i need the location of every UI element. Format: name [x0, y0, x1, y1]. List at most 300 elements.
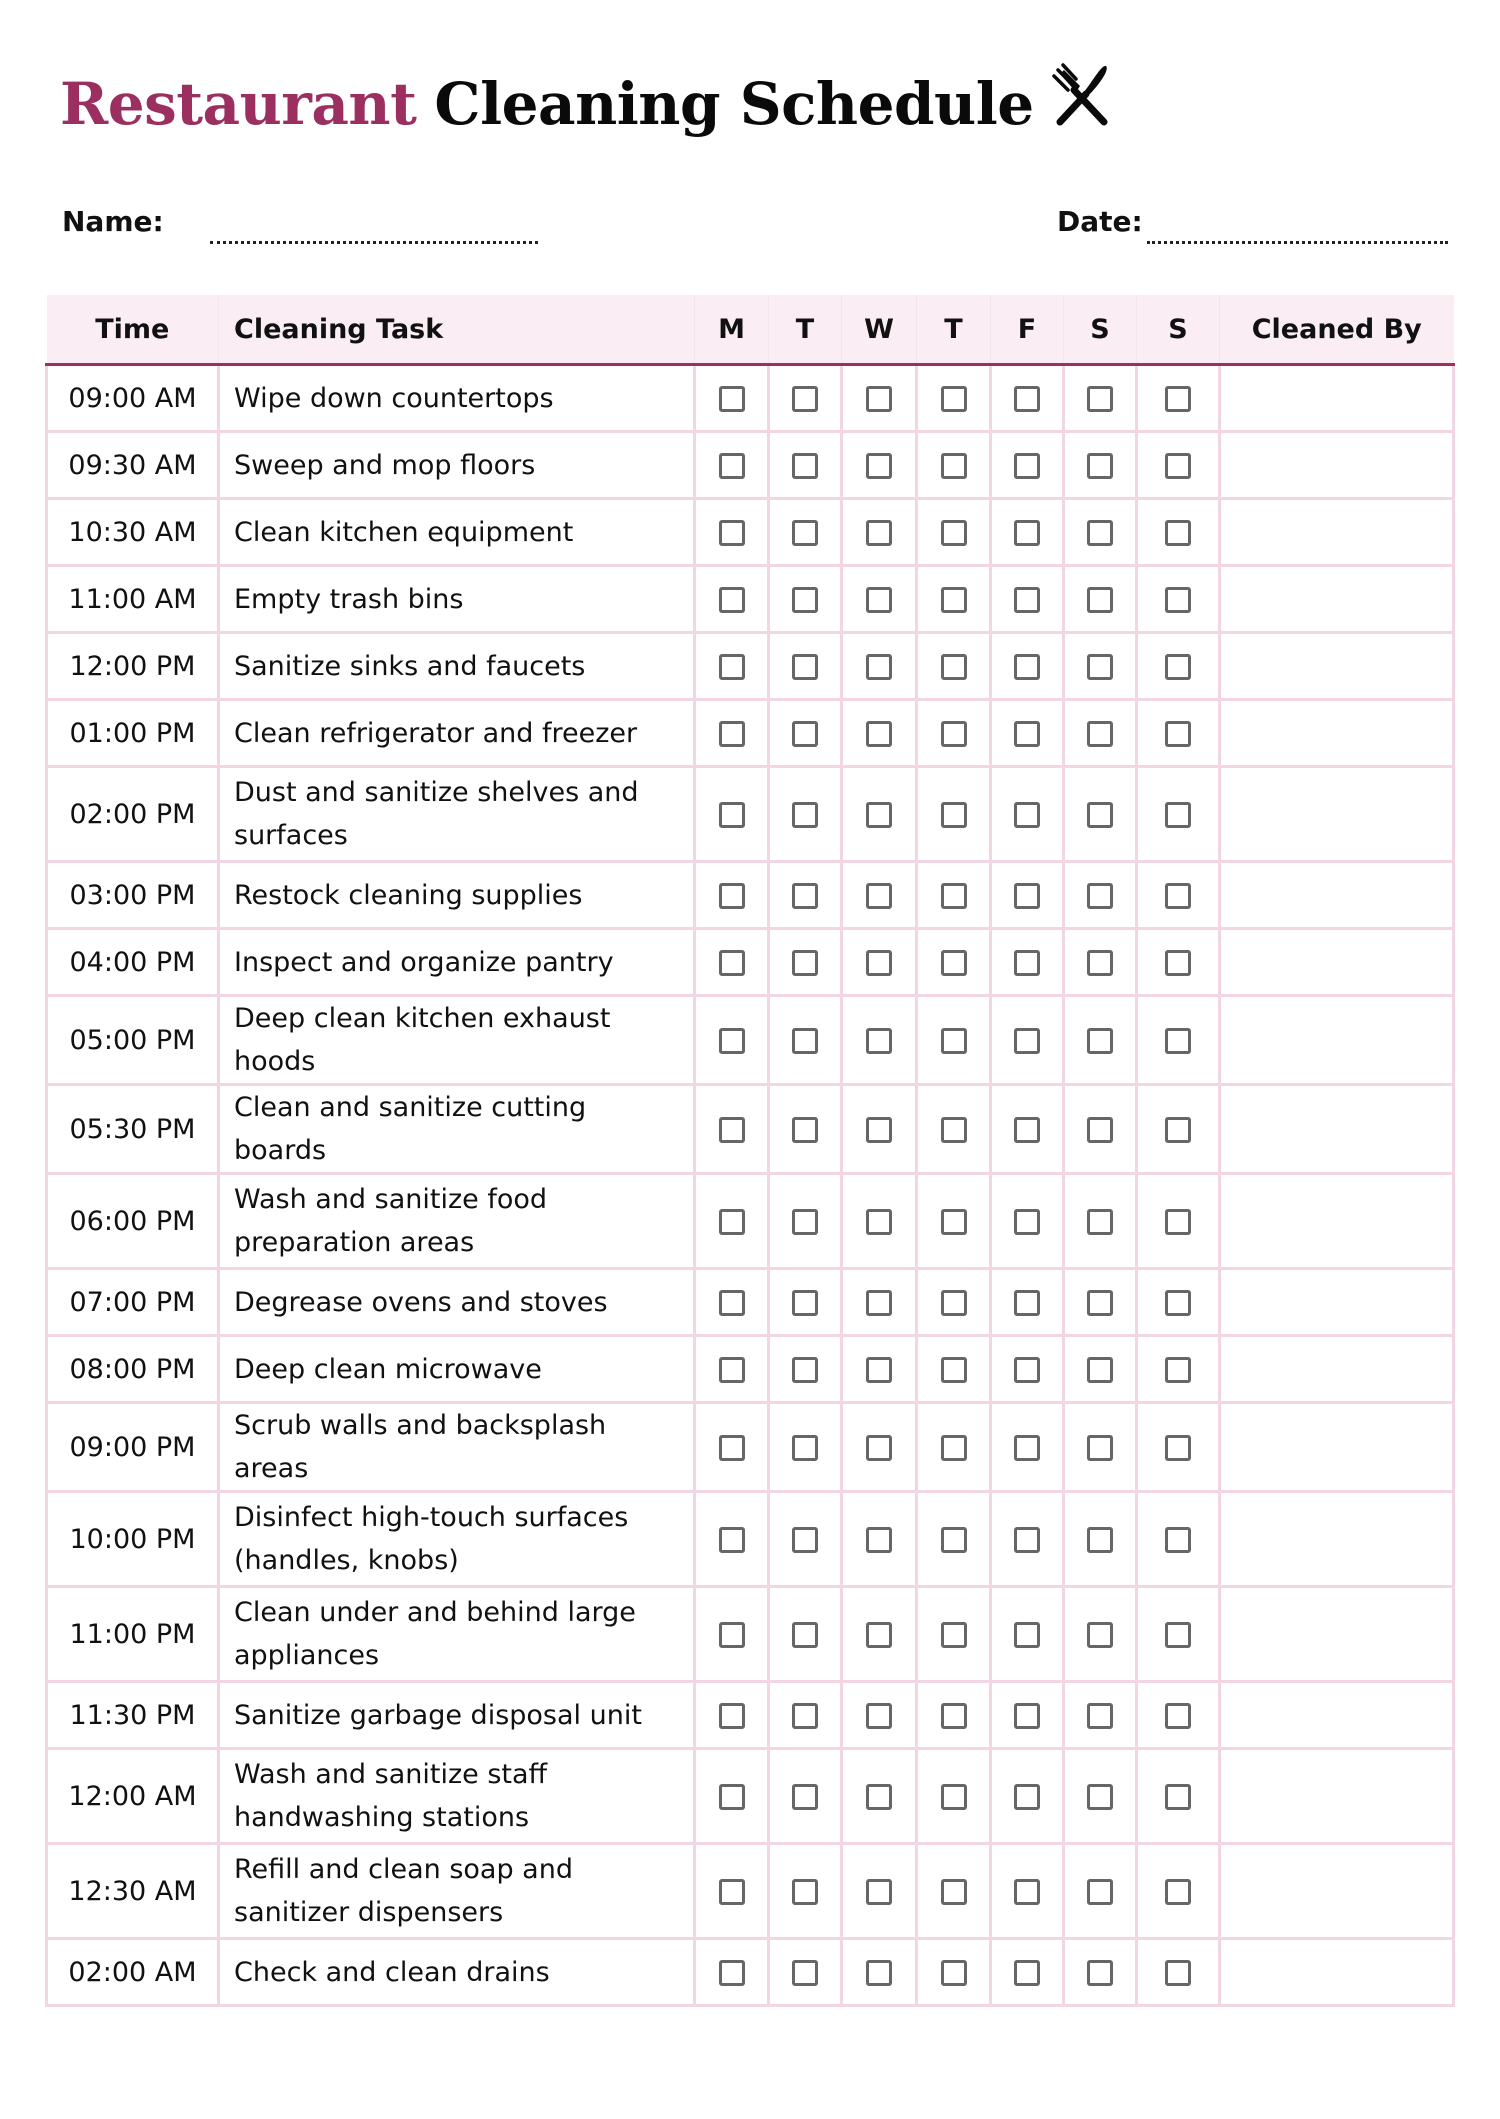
checkbox-tue[interactable]	[792, 1435, 818, 1461]
day-cell-thu	[917, 1682, 991, 1749]
table-row	[47, 499, 1454, 566]
checkbox-mon[interactable]	[719, 1784, 745, 1810]
day-cell-tue	[769, 700, 842, 767]
checkbox-sun[interactable]	[1165, 654, 1191, 680]
cleaned-by-field[interactable]	[1220, 432, 1454, 499]
checkbox-wed[interactable]	[866, 1960, 892, 1986]
checkbox-sun[interactable]	[1165, 1117, 1191, 1143]
checkbox-wed[interactable]	[866, 1357, 892, 1383]
checkbox-sat[interactable]	[1087, 386, 1113, 412]
row-time: 09:00 AM	[47, 365, 219, 432]
header-task: Cleaning Task	[219, 295, 695, 365]
day-cell-fri	[991, 365, 1064, 432]
day-cell-mon	[695, 1336, 769, 1403]
header-day-tue: T	[769, 295, 842, 365]
checkbox-fri[interactable]	[1014, 1527, 1040, 1553]
day-cell-mon	[695, 566, 769, 633]
day-cell-thu	[917, 1269, 991, 1336]
row-task: Deep clean kitchen exhaust hoods	[219, 996, 695, 1085]
checkbox-thu[interactable]	[941, 1357, 967, 1383]
checkbox-fri[interactable]	[1014, 721, 1040, 747]
day-cell-wed	[842, 700, 917, 767]
checkbox-sat[interactable]	[1087, 1117, 1113, 1143]
cleaned-by-field[interactable]	[1220, 1085, 1454, 1174]
checkbox-wed[interactable]	[866, 654, 892, 680]
checkbox-sun[interactable]	[1165, 1960, 1191, 1986]
checkbox-fri[interactable]	[1014, 1784, 1040, 1810]
title-rest: Cleaning Schedule	[434, 70, 1034, 138]
checkbox-mon[interactable]	[719, 802, 745, 828]
checkbox-mon[interactable]	[719, 1879, 745, 1905]
checkbox-wed[interactable]	[866, 1117, 892, 1143]
day-cell-sat	[1064, 996, 1137, 1085]
row-time: 05:30 PM	[47, 1085, 219, 1174]
checkbox-wed[interactable]	[866, 950, 892, 976]
table-row	[47, 700, 1454, 767]
day-cell-thu	[917, 1749, 991, 1844]
day-cell-mon	[695, 633, 769, 700]
row-task: Clean kitchen equipment	[219, 499, 695, 566]
day-cell-sat	[1064, 499, 1137, 566]
day-cell-mon	[695, 1682, 769, 1749]
header-day-wed: W	[842, 295, 917, 365]
checkbox-sun[interactable]	[1165, 587, 1191, 613]
day-cell-wed	[842, 1939, 917, 2006]
checkbox-tue[interactable]	[792, 1622, 818, 1648]
row-task: Dust and sanitize shelves and surfaces	[219, 767, 695, 862]
day-cell-wed	[842, 996, 917, 1085]
header-day-thu: T	[917, 295, 991, 365]
table-row	[47, 1749, 1454, 1844]
row-task: Restock cleaning supplies	[219, 862, 695, 929]
day-cell-tue	[769, 499, 842, 566]
day-cell-tue	[769, 1749, 842, 1844]
day-cell-sun	[1137, 1844, 1220, 1939]
checkbox-sun[interactable]	[1165, 386, 1191, 412]
day-cell-mon	[695, 1587, 769, 1682]
checkbox-wed[interactable]	[866, 1209, 892, 1235]
checkbox-fri[interactable]	[1014, 883, 1040, 909]
checkbox-tue[interactable]	[792, 883, 818, 909]
checkbox-tue[interactable]	[792, 1879, 818, 1905]
day-cell-thu	[917, 1587, 991, 1682]
cleaned-by-field[interactable]	[1220, 1749, 1454, 1844]
day-cell-fri	[991, 1492, 1064, 1587]
checkbox-fri[interactable]	[1014, 386, 1040, 412]
row-time: 01:00 PM	[47, 700, 219, 767]
day-cell-sat	[1064, 566, 1137, 633]
checkbox-tue[interactable]	[792, 654, 818, 680]
checkbox-sun[interactable]	[1165, 721, 1191, 747]
cleaned-by-field[interactable]	[1220, 1844, 1454, 1939]
checkbox-wed[interactable]	[866, 883, 892, 909]
day-cell-fri	[991, 862, 1064, 929]
day-cell-thu	[917, 929, 991, 996]
checkbox-tue[interactable]	[792, 1357, 818, 1383]
checkbox-thu[interactable]	[941, 1960, 967, 1986]
checkbox-mon[interactable]	[719, 386, 745, 412]
table-row	[47, 929, 1454, 996]
checkbox-sun[interactable]	[1165, 802, 1191, 828]
table-row	[47, 1174, 1454, 1269]
checkbox-thu[interactable]	[941, 654, 967, 680]
checkbox-wed[interactable]	[866, 1703, 892, 1729]
table-row	[47, 1492, 1454, 1587]
checkbox-sat[interactable]	[1087, 1028, 1113, 1054]
checkbox-sat[interactable]	[1087, 721, 1113, 747]
checkbox-mon[interactable]	[719, 1290, 745, 1316]
checkbox-thu[interactable]	[941, 1028, 967, 1054]
table-row	[47, 1269, 1454, 1336]
name-field[interactable]	[210, 241, 538, 244]
day-cell-tue	[769, 365, 842, 432]
checkbox-thu[interactable]	[941, 587, 967, 613]
table-row	[47, 1336, 1454, 1403]
checkbox-mon[interactable]	[719, 520, 745, 546]
day-cell-sat	[1064, 1682, 1137, 1749]
day-cell-mon	[695, 1174, 769, 1269]
day-cell-fri	[991, 1682, 1064, 1749]
checkbox-sat[interactable]	[1087, 1784, 1113, 1810]
row-time: 02:00 PM	[47, 767, 219, 862]
checkbox-sun[interactable]	[1165, 1527, 1191, 1553]
checkbox-mon[interactable]	[719, 950, 745, 976]
day-cell-sun	[1137, 1749, 1220, 1844]
checkbox-fri[interactable]	[1014, 1209, 1040, 1235]
day-cell-fri	[991, 1174, 1064, 1269]
checkbox-tue[interactable]	[792, 1209, 818, 1235]
checkbox-sat[interactable]	[1087, 1703, 1113, 1729]
cleaned-by-field[interactable]	[1220, 1174, 1454, 1269]
row-time: 12:00 AM	[47, 1749, 219, 1844]
checkbox-mon[interactable]	[719, 453, 745, 479]
day-cell-mon	[695, 432, 769, 499]
date-label: Date:	[1057, 205, 1143, 238]
fork-knife-icon	[1048, 62, 1114, 128]
checkbox-tue[interactable]	[792, 1290, 818, 1316]
cleaned-by-field[interactable]	[1220, 499, 1454, 566]
day-cell-fri	[991, 499, 1064, 566]
checkbox-sun[interactable]	[1165, 883, 1191, 909]
checkbox-thu[interactable]	[941, 1527, 967, 1553]
day-cell-sat	[1064, 1269, 1137, 1336]
cleaned-by-field[interactable]	[1220, 566, 1454, 633]
page-title	[60, 64, 1114, 144]
cleaned-by-field[interactable]	[1220, 1939, 1454, 2006]
checkbox-sat[interactable]	[1087, 802, 1113, 828]
checkbox-wed[interactable]	[866, 1784, 892, 1810]
checkbox-thu[interactable]	[941, 1290, 967, 1316]
day-cell-fri	[991, 1336, 1064, 1403]
day-cell-mon	[695, 996, 769, 1085]
checkbox-tue[interactable]	[792, 1028, 818, 1054]
checkbox-sun[interactable]	[1165, 1435, 1191, 1461]
day-cell-sat	[1064, 1174, 1137, 1269]
checkbox-mon[interactable]	[719, 883, 745, 909]
day-cell-sat	[1064, 1844, 1137, 1939]
day-cell-tue	[769, 1939, 842, 2006]
row-time: 11:00 AM	[47, 566, 219, 633]
day-cell-sun	[1137, 432, 1220, 499]
day-cell-fri	[991, 1749, 1064, 1844]
cleaned-by-field[interactable]	[1220, 365, 1454, 432]
day-cell-tue	[769, 1492, 842, 1587]
checkbox-sat[interactable]	[1087, 1960, 1113, 1986]
day-cell-sat	[1064, 633, 1137, 700]
checkbox-sat[interactable]	[1087, 1435, 1113, 1461]
cleaned-by-field[interactable]	[1220, 1682, 1454, 1749]
checkbox-sat[interactable]	[1087, 453, 1113, 479]
header-time: Time	[47, 295, 219, 365]
checkbox-wed[interactable]	[866, 520, 892, 546]
checkbox-sat[interactable]	[1087, 950, 1113, 976]
checkbox-mon[interactable]	[719, 1435, 745, 1461]
checkbox-fri[interactable]	[1014, 1879, 1040, 1905]
day-cell-mon	[695, 1939, 769, 2006]
checkbox-sun[interactable]	[1165, 1703, 1191, 1729]
day-cell-sun	[1137, 862, 1220, 929]
checkbox-sun[interactable]	[1165, 1028, 1191, 1054]
day-cell-mon	[695, 1492, 769, 1587]
checkbox-wed[interactable]	[866, 1028, 892, 1054]
day-cell-tue	[769, 1682, 842, 1749]
day-cell-tue	[769, 1844, 842, 1939]
day-cell-tue	[769, 633, 842, 700]
day-cell-wed	[842, 929, 917, 996]
checkbox-thu[interactable]	[941, 1784, 967, 1810]
checkbox-tue[interactable]	[792, 721, 818, 747]
header-day-sun: S	[1137, 295, 1220, 365]
checkbox-mon[interactable]	[719, 1117, 745, 1143]
checkbox-wed[interactable]	[866, 1622, 892, 1648]
header-day-sat: S	[1064, 295, 1137, 365]
day-cell-sun	[1137, 1085, 1220, 1174]
checkbox-fri[interactable]	[1014, 587, 1040, 613]
day-cell-sat	[1064, 700, 1137, 767]
checkbox-tue[interactable]	[792, 1527, 818, 1553]
table-row	[47, 365, 1454, 432]
cleaned-by-field[interactable]	[1220, 996, 1454, 1085]
row-time: 10:00 PM	[47, 1492, 219, 1587]
checkbox-mon[interactable]	[719, 721, 745, 747]
cleaned-by-field[interactable]	[1220, 862, 1454, 929]
row-time: 07:00 PM	[47, 1269, 219, 1336]
checkbox-fri[interactable]	[1014, 1960, 1040, 1986]
checkbox-fri[interactable]	[1014, 654, 1040, 680]
table-header-row	[47, 295, 1454, 365]
checkbox-fri[interactable]	[1014, 453, 1040, 479]
checkbox-thu[interactable]	[941, 386, 967, 412]
checkbox-wed[interactable]	[866, 453, 892, 479]
day-cell-wed	[842, 1749, 917, 1844]
day-cell-sun	[1137, 566, 1220, 633]
checkbox-fri[interactable]	[1014, 520, 1040, 546]
checkbox-tue[interactable]	[792, 386, 818, 412]
day-cell-thu	[917, 1085, 991, 1174]
checkbox-sat[interactable]	[1087, 1357, 1113, 1383]
checkbox-mon[interactable]	[719, 587, 745, 613]
checkbox-sun[interactable]	[1165, 1622, 1191, 1648]
checkbox-mon[interactable]	[719, 1209, 745, 1235]
checkbox-thu[interactable]	[941, 1703, 967, 1729]
cleaned-by-field[interactable]	[1220, 1492, 1454, 1587]
checkbox-wed[interactable]	[866, 1290, 892, 1316]
cleaning-schedule-table	[45, 295, 1455, 2007]
checkbox-thu[interactable]	[941, 1622, 967, 1648]
day-cell-sat	[1064, 1749, 1137, 1844]
day-cell-tue	[769, 1269, 842, 1336]
row-time: 04:00 PM	[47, 929, 219, 996]
cleaned-by-field[interactable]	[1220, 1587, 1454, 1682]
checkbox-tue[interactable]	[792, 1784, 818, 1810]
checkbox-wed[interactable]	[866, 802, 892, 828]
checkbox-fri[interactable]	[1014, 802, 1040, 828]
checkbox-fri[interactable]	[1014, 1028, 1040, 1054]
checkbox-tue[interactable]	[792, 1960, 818, 1986]
day-cell-sat	[1064, 767, 1137, 862]
day-cell-fri	[991, 432, 1064, 499]
cleaned-by-field[interactable]	[1220, 633, 1454, 700]
checkbox-sat[interactable]	[1087, 587, 1113, 613]
day-cell-sat	[1064, 1492, 1137, 1587]
checkbox-wed[interactable]	[866, 1879, 892, 1905]
checkbox-tue[interactable]	[792, 587, 818, 613]
checkbox-sat[interactable]	[1087, 1290, 1113, 1316]
day-cell-wed	[842, 1587, 917, 1682]
checkbox-sat[interactable]	[1087, 1527, 1113, 1553]
date-field[interactable]	[1147, 241, 1448, 244]
checkbox-sun[interactable]	[1165, 453, 1191, 479]
row-task: Scrub walls and backsplash areas	[219, 1403, 695, 1492]
day-cell-sun	[1137, 633, 1220, 700]
header-cleaned-by: Cleaned By	[1220, 295, 1454, 365]
table-row	[47, 1682, 1454, 1749]
checkbox-wed[interactable]	[866, 386, 892, 412]
day-cell-sat	[1064, 365, 1137, 432]
day-cell-sat	[1064, 1336, 1137, 1403]
checkbox-thu[interactable]	[941, 520, 967, 546]
day-cell-sun	[1137, 1269, 1220, 1336]
checkbox-wed[interactable]	[866, 587, 892, 613]
table-row	[47, 432, 1454, 499]
table-row	[47, 1403, 1454, 1492]
checkbox-thu[interactable]	[941, 721, 967, 747]
checkbox-sun[interactable]	[1165, 1784, 1191, 1810]
checkbox-sat[interactable]	[1087, 1622, 1113, 1648]
checkbox-wed[interactable]	[866, 1527, 892, 1553]
checkbox-thu[interactable]	[941, 1435, 967, 1461]
checkbox-tue[interactable]	[792, 802, 818, 828]
checkbox-thu[interactable]	[941, 883, 967, 909]
checkbox-mon[interactable]	[719, 1028, 745, 1054]
checkbox-sun[interactable]	[1165, 1357, 1191, 1383]
cleaned-by-field[interactable]	[1220, 700, 1454, 767]
checkbox-sat[interactable]	[1087, 883, 1113, 909]
checkbox-mon[interactable]	[719, 1622, 745, 1648]
checkbox-thu[interactable]	[941, 950, 967, 976]
checkbox-sun[interactable]	[1165, 520, 1191, 546]
day-cell-wed	[842, 1269, 917, 1336]
checkbox-sun[interactable]	[1165, 1209, 1191, 1235]
row-task: Degrease ovens and stoves	[219, 1269, 695, 1336]
checkbox-sun[interactable]	[1165, 1290, 1191, 1316]
checkbox-tue[interactable]	[792, 1117, 818, 1143]
cleaned-by-field[interactable]	[1220, 1403, 1454, 1492]
day-cell-fri	[991, 1587, 1064, 1682]
cleaned-by-field[interactable]	[1220, 1269, 1454, 1336]
checkbox-sat[interactable]	[1087, 1209, 1113, 1235]
day-cell-mon	[695, 499, 769, 566]
day-cell-fri	[991, 700, 1064, 767]
checkbox-thu[interactable]	[941, 1209, 967, 1235]
row-task: Wash and sanitize staff handwashing stations	[219, 1749, 695, 1844]
checkbox-thu[interactable]	[941, 802, 967, 828]
checkbox-wed[interactable]	[866, 721, 892, 747]
checkbox-sat[interactable]	[1087, 520, 1113, 546]
checkbox-wed[interactable]	[866, 1435, 892, 1461]
day-cell-wed	[842, 633, 917, 700]
row-time: 05:00 PM	[47, 996, 219, 1085]
day-cell-fri	[991, 1403, 1064, 1492]
checkbox-mon[interactable]	[719, 1960, 745, 1986]
checkbox-sat[interactable]	[1087, 654, 1113, 680]
day-cell-wed	[842, 1682, 917, 1749]
checkbox-fri[interactable]	[1014, 950, 1040, 976]
checkbox-thu[interactable]	[941, 453, 967, 479]
checkbox-tue[interactable]	[792, 1703, 818, 1729]
checkbox-fri[interactable]	[1014, 1622, 1040, 1648]
table-row	[47, 633, 1454, 700]
checkbox-tue[interactable]	[792, 520, 818, 546]
day-cell-sat	[1064, 929, 1137, 996]
row-time: 10:30 AM	[47, 499, 219, 566]
checkbox-mon[interactable]	[719, 1703, 745, 1729]
row-time: 11:30 PM	[47, 1682, 219, 1749]
cleaned-by-field[interactable]	[1220, 929, 1454, 996]
day-cell-fri	[991, 929, 1064, 996]
checkbox-sun[interactable]	[1165, 950, 1191, 976]
checkbox-fri[interactable]	[1014, 1357, 1040, 1383]
checkbox-tue[interactable]	[792, 950, 818, 976]
checkbox-thu[interactable]	[941, 1879, 967, 1905]
checkbox-fri[interactable]	[1014, 1435, 1040, 1461]
checkbox-tue[interactable]	[792, 453, 818, 479]
checkbox-fri[interactable]	[1014, 1117, 1040, 1143]
row-time: 12:00 PM	[47, 633, 219, 700]
checkbox-mon[interactable]	[719, 1527, 745, 1553]
day-cell-fri	[991, 1269, 1064, 1336]
day-cell-sun	[1137, 1587, 1220, 1682]
day-cell-wed	[842, 862, 917, 929]
day-cell-fri	[991, 767, 1064, 862]
day-cell-mon	[695, 1269, 769, 1336]
row-task: Wipe down countertops	[219, 365, 695, 432]
cleaned-by-field[interactable]	[1220, 767, 1454, 862]
row-task: Deep clean microwave	[219, 1336, 695, 1403]
cleaned-by-field[interactable]	[1220, 1336, 1454, 1403]
checkbox-mon[interactable]	[719, 654, 745, 680]
checkbox-sat[interactable]	[1087, 1879, 1113, 1905]
checkbox-mon[interactable]	[719, 1357, 745, 1383]
checkbox-thu[interactable]	[941, 1117, 967, 1143]
day-cell-mon	[695, 767, 769, 862]
checkbox-fri[interactable]	[1014, 1290, 1040, 1316]
day-cell-fri	[991, 996, 1064, 1085]
checkbox-fri[interactable]	[1014, 1703, 1040, 1729]
day-cell-sat	[1064, 1939, 1137, 2006]
checkbox-sun[interactable]	[1165, 1879, 1191, 1905]
header-day-fri: F	[991, 295, 1064, 365]
